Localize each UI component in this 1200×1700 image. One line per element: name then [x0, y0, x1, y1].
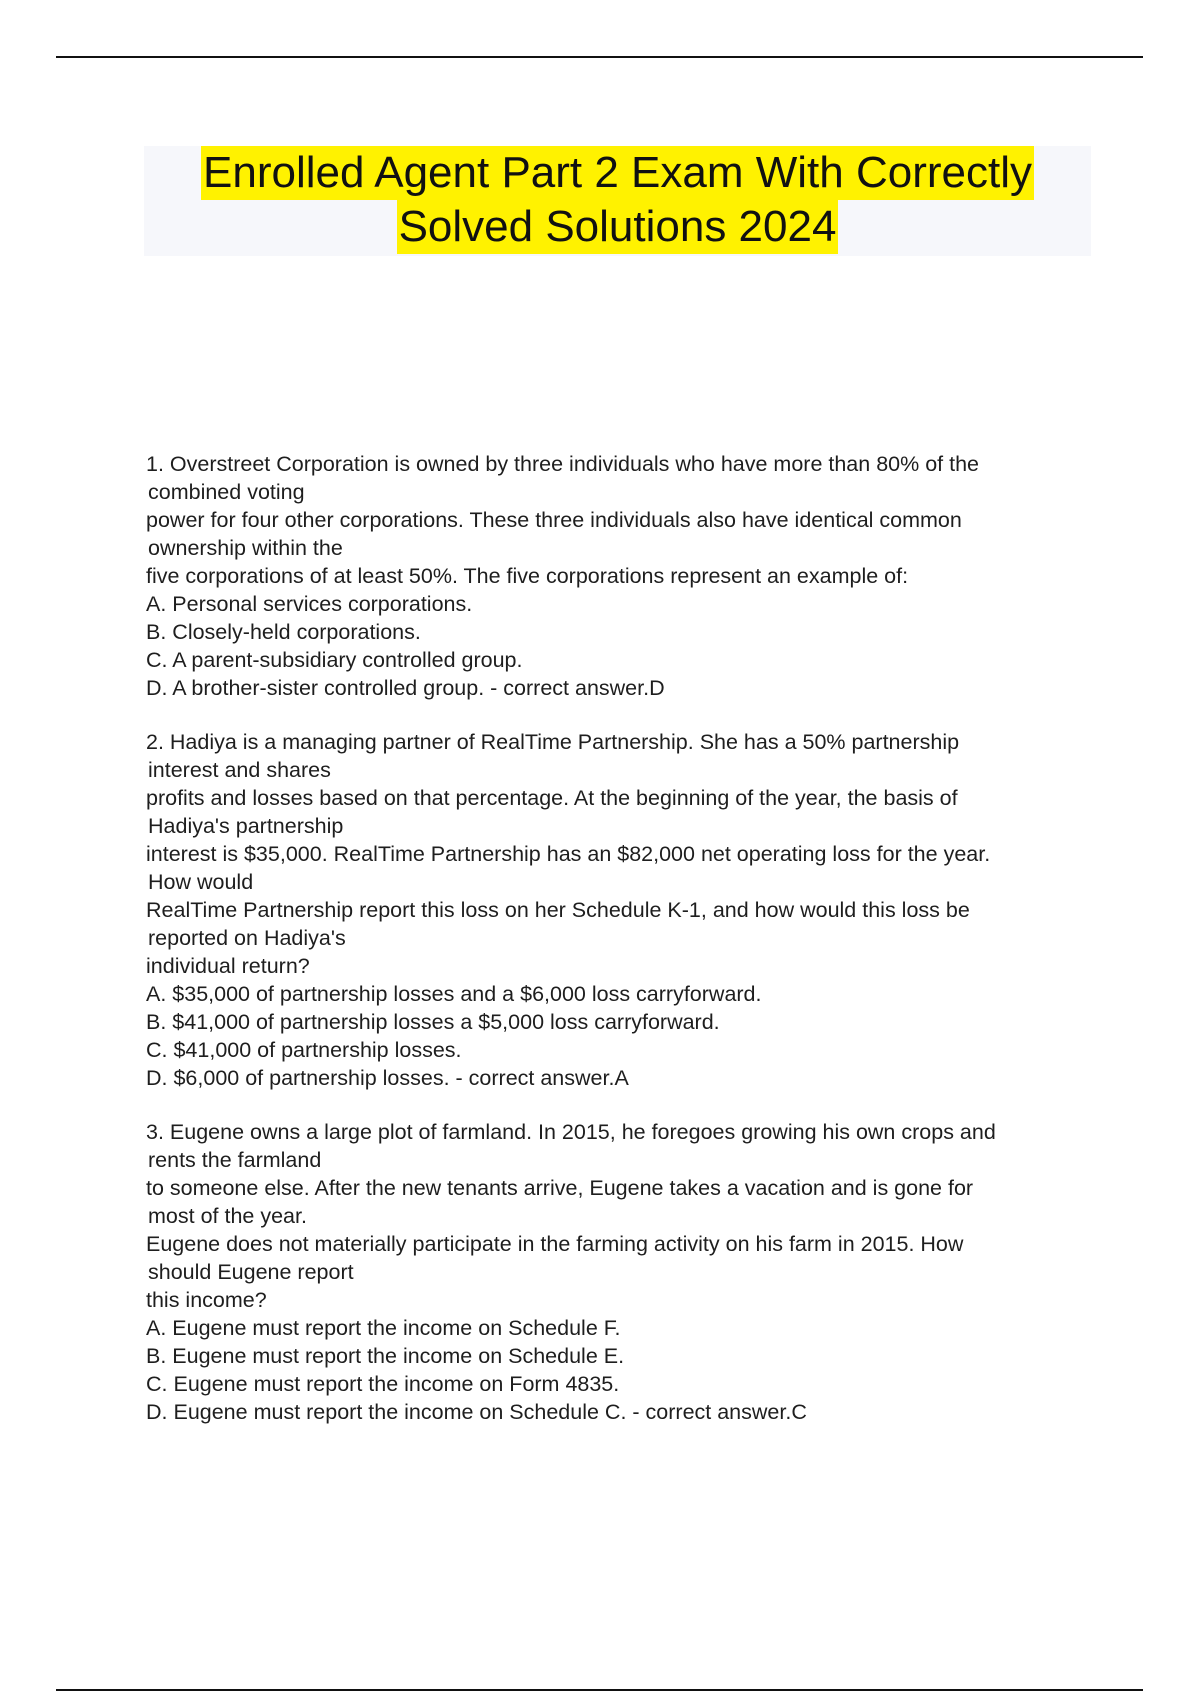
answer-option-correct: D. Eugene must report the income on Schedule C. - correct answer.C — [146, 1400, 807, 1424]
question-1 — [146, 450, 1106, 702]
answer-option-correct: D. $6,000 of partnership losses. - correct answer.A — [146, 1066, 629, 1090]
answer-option: C. A parent-subsidiary controlled group. — [146, 648, 523, 672]
answer-option: A. $35,000 of partnership losses and a $6,000 loss carryforward. — [146, 982, 762, 1006]
question-text: How would — [148, 870, 254, 894]
title-line-2: Solved Solutions 2024 — [397, 200, 839, 254]
answer-option-correct: D. A brother-sister controlled group. - correct answer.D — [146, 676, 665, 700]
answer-option: A. Eugene must report the income on Schedule F. — [146, 1316, 621, 1340]
question-text: profits and losses based on that percentage. At the beginning of the year, the basis of — [146, 786, 958, 810]
question-text: individual return? — [146, 954, 310, 978]
question-text: interest and shares — [148, 758, 331, 782]
question-text: Eugene does not materially participate in the farming activity on his farm in 2015. How — [146, 1232, 964, 1256]
question-text: this income? — [146, 1288, 267, 1312]
question-text: 2. Hadiya is a managing partner of RealTime Partnership. She has a 50% partnership — [146, 730, 960, 754]
question-text: should Eugene report — [148, 1260, 354, 1284]
question-text: ownership within the — [148, 536, 343, 560]
question-text: to someone else. After the new tenants arrive, Eugene takes a vacation and is gone for — [146, 1176, 974, 1200]
answer-option: A. Personal services corporations. — [146, 592, 473, 616]
question-text: interest is $35,000. RealTime Partnership has an $82,000 net operating loss for the year. — [146, 842, 991, 866]
document-title — [144, 146, 1091, 256]
question-text: combined voting — [148, 480, 305, 504]
answer-option: C. Eugene must report the income on Form 4835. — [146, 1372, 620, 1396]
answer-option: C. $41,000 of partnership losses. — [146, 1038, 462, 1062]
question-2 — [146, 728, 1106, 1092]
question-text: 1. Overstreet Corporation is owned by three individuals who have more than 80% of the — [146, 452, 979, 476]
question-text: 3. Eugene owns a large plot of farmland. In 2015, he foregoes growing his own crops and — [146, 1120, 996, 1144]
title-line-1: Enrolled Agent Part 2 Exam With Correctly — [201, 146, 1034, 200]
question-text: Hadiya's partnership — [148, 814, 344, 838]
answer-option: B. $41,000 of partnership losses a $5,000 loss carryforward. — [146, 1010, 720, 1034]
top-rule — [56, 56, 1143, 58]
question-3 — [146, 1118, 1106, 1426]
question-text: power for four other corporations. These three individuals also have identical common — [146, 508, 962, 532]
question-text: reported on Hadiya's — [148, 926, 346, 950]
question-text: rents the farmland — [148, 1148, 322, 1172]
question-text: RealTime Partnership report this loss on her Schedule K-1, and how would this loss be — [146, 898, 970, 922]
question-text: five corporations of at least 50%. The five corporations represent an example of: — [146, 564, 909, 588]
questions-list — [146, 450, 1106, 1452]
question-text: most of the year. — [148, 1204, 307, 1228]
answer-option: B. Closely-held corporations. — [146, 620, 421, 644]
answer-option: B. Eugene must report the income on Schedule E. — [146, 1344, 625, 1368]
bottom-rule — [56, 1689, 1143, 1691]
